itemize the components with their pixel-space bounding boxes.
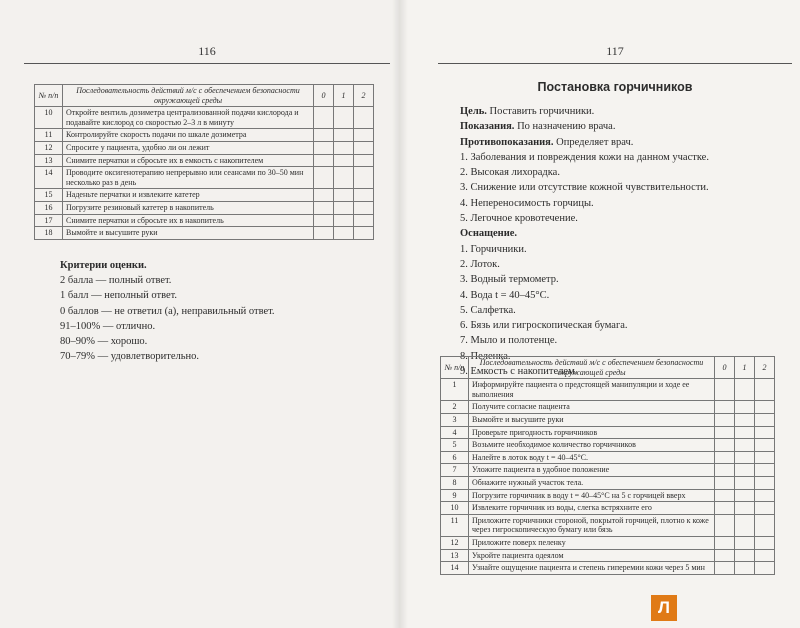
row-number: 11 (35, 129, 63, 142)
row-number: 7 (441, 464, 469, 477)
table-row (441, 476, 775, 489)
evaluation-criteria (60, 258, 275, 364)
score-cell-0 (715, 562, 735, 575)
score-cell-1 (735, 379, 755, 401)
row-action: Приложите горчичники стороной, покрытой горчицей, плотно к коже через гигроскопическую бумагу или бязь (469, 514, 715, 536)
score-cell-1 (334, 129, 354, 142)
row-number: 14 (35, 167, 63, 189)
score-cell-0 (314, 201, 334, 214)
score-cell-0 (715, 476, 735, 489)
table-row (441, 439, 775, 452)
table-row (441, 379, 775, 401)
score-cell-2 (755, 549, 775, 562)
row-number: 18 (35, 227, 63, 240)
score-cell-1 (735, 489, 755, 502)
row-number: 4 (441, 426, 469, 439)
score-cell-2 (755, 476, 775, 489)
row-action: Снимите перчатки и сбросьте их в накопитель (63, 214, 314, 227)
procedure-title: Постановка горчичников (537, 80, 693, 94)
score-cell-0 (314, 154, 334, 167)
score-cell-2 (354, 227, 374, 240)
table-row (441, 489, 775, 502)
score-cell-2 (755, 562, 775, 575)
score-cell-2 (354, 167, 374, 189)
page-number-right: 117 (606, 44, 624, 58)
score-cell-1 (735, 439, 755, 452)
row-action: Узнайте ощущение пациента и степень гиперемии кожи через 5 мин (469, 562, 715, 575)
score-cell-1 (735, 451, 755, 464)
criteria-line: 1 балл — неполный ответ. (60, 290, 178, 302)
contraindication-item: 3. Снижение или отсутствие кожной чувствительности. (460, 182, 709, 194)
row-number: 8 (441, 476, 469, 489)
indications-line: Показания. По назначению врача. (460, 121, 616, 133)
row-number: 16 (35, 201, 63, 214)
table-row (441, 514, 775, 536)
score-cell-0 (314, 141, 334, 154)
steps-table-right (440, 356, 775, 575)
row-action: Извлеките горчичник из воды, слегка встряхните его (469, 502, 715, 515)
score-cell-1 (735, 536, 755, 549)
score-cell-1 (334, 154, 354, 167)
score-cell-0 (715, 464, 735, 477)
equipment-heading: Оснащение. (460, 228, 518, 240)
score-cell-2 (354, 154, 374, 167)
score-cell-0 (314, 227, 334, 240)
row-action: Укройте пациента одеялом (469, 549, 715, 562)
score-cell-1 (735, 502, 755, 515)
score-cell-1 (735, 476, 755, 489)
equipment-item: 5. Салфетка. (460, 304, 516, 316)
procedure-description (460, 104, 795, 379)
row-action: Проверьте пригодность горчичников (469, 426, 715, 439)
score-cell-0 (314, 214, 334, 227)
score-cell-0 (314, 107, 334, 129)
header-score-0: 0 (314, 85, 334, 107)
table-row (441, 413, 775, 426)
publisher-badge: Л (651, 595, 677, 621)
score-cell-0 (715, 536, 735, 549)
equipment-item: 7. Мыло и полотенце. (460, 335, 558, 347)
score-cell-0 (715, 489, 735, 502)
row-action: Погрузите горчичник в воду t = 40–45°С на 5 с горчицей вверх (469, 489, 715, 502)
table-row (441, 401, 775, 414)
contraindication-item: 4. Непереносимость горчицы. (460, 197, 594, 209)
score-cell-1 (735, 514, 755, 536)
header-score-2: 2 (354, 85, 374, 107)
score-cell-1 (334, 167, 354, 189)
row-number: 3 (441, 413, 469, 426)
row-action: Уложите пациента в удобное положение (469, 464, 715, 477)
contraindication-item: 1. Заболевания и повреждения кожи на данном участке. (460, 151, 709, 163)
table-row (35, 227, 374, 240)
score-cell-2 (755, 489, 775, 502)
header-score-1: 1 (735, 357, 755, 379)
score-cell-0 (715, 401, 735, 414)
score-cell-2 (755, 464, 775, 477)
table-row (441, 451, 775, 464)
table-row (35, 214, 374, 227)
score-cell-2 (354, 201, 374, 214)
row-action: Обнажите нужный участок тела. (469, 476, 715, 489)
page-number-left: 116 (198, 44, 216, 58)
row-number: 10 (441, 502, 469, 515)
header-action: Последовательность действий м/с с обеспечением безопасности окружающей среды (469, 357, 715, 379)
row-action: Налейте в лоток воду t = 40–45°С. (469, 451, 715, 464)
table-row (441, 502, 775, 515)
header-num: № п/п (35, 85, 63, 107)
score-cell-0 (314, 167, 334, 189)
table-header-row (35, 85, 374, 107)
equipment-item: 3. Водный термометр. (460, 274, 559, 286)
score-cell-2 (755, 502, 775, 515)
score-cell-0 (314, 189, 334, 202)
criteria-line: 70–79% — удовлетворительно. (60, 351, 200, 363)
row-number: 17 (35, 214, 63, 227)
criteria-line: 80–90% — хорошо. (60, 336, 148, 348)
score-cell-2 (755, 451, 775, 464)
score-cell-1 (334, 189, 354, 202)
header-num: № п/п (441, 357, 469, 379)
table-row (441, 562, 775, 575)
row-action: Вымойте и высушите руки (469, 413, 715, 426)
table-row (35, 189, 374, 202)
equipment-item: 4. Вода t = 40–45°С. (460, 289, 550, 301)
score-cell-1 (735, 426, 755, 439)
score-cell-1 (334, 201, 354, 214)
book-gutter (392, 0, 408, 628)
row-number: 6 (441, 451, 469, 464)
table-row (441, 549, 775, 562)
row-action: Получите согласие пациента (469, 401, 715, 414)
equipment-item: 6. Бязь или гигроскопическая бумага. (460, 320, 628, 332)
table-row (35, 167, 374, 189)
score-cell-2 (354, 129, 374, 142)
score-cell-0 (715, 426, 735, 439)
contraindications-line: Противопоказания. Определяет врач. (460, 136, 634, 148)
row-action: Проводите оксигенотерапию непрерывно или сеансами по 30–50 мин несколько раз в день (63, 167, 314, 189)
row-number: 2 (441, 401, 469, 414)
row-number: 5 (441, 439, 469, 452)
row-number: 12 (35, 141, 63, 154)
row-action: Контролируйте скорость подачи по шкале дозиметра (63, 129, 314, 142)
row-number: 14 (441, 562, 469, 575)
row-action: Вымойте и высушите руки (63, 227, 314, 240)
score-cell-0 (314, 129, 334, 142)
score-cell-1 (334, 214, 354, 227)
score-cell-2 (755, 426, 775, 439)
table-row (441, 426, 775, 439)
score-cell-1 (735, 562, 755, 575)
equipment-item: 9. Емкость с накопителем. (460, 366, 578, 378)
table-row (441, 464, 775, 477)
score-cell-0 (715, 439, 735, 452)
table-row (35, 154, 374, 167)
contraindication-item: 5. Легочное кровотечение. (460, 213, 578, 225)
score-cell-2 (755, 439, 775, 452)
score-cell-1 (735, 464, 755, 477)
score-cell-1 (735, 413, 755, 426)
row-number: 9 (441, 489, 469, 502)
header-score-2: 2 (755, 357, 775, 379)
score-cell-0 (715, 413, 735, 426)
score-cell-2 (354, 107, 374, 129)
row-action: Спросите у пациента, удобно ли он лежит (63, 141, 314, 154)
header-score-0: 0 (715, 357, 735, 379)
score-cell-1 (735, 549, 755, 562)
header-score-1: 1 (334, 85, 354, 107)
row-number: 12 (441, 536, 469, 549)
score-cell-1 (334, 141, 354, 154)
goal-line: Цель. Поставить горчичники. (460, 106, 595, 117)
header-rule-left (24, 63, 390, 64)
table-row (35, 129, 374, 142)
score-cell-2 (354, 141, 374, 154)
score-cell-2 (755, 413, 775, 426)
row-number: 11 (441, 514, 469, 536)
equipment-item: 1. Горчичники. (460, 243, 527, 255)
score-cell-0 (715, 502, 735, 515)
score-cell-2 (755, 536, 775, 549)
score-cell-2 (755, 514, 775, 536)
score-cell-1 (334, 227, 354, 240)
score-cell-2 (755, 401, 775, 414)
score-cell-2 (354, 189, 374, 202)
row-number: 13 (35, 154, 63, 167)
row-number: 13 (441, 549, 469, 562)
table-row (35, 107, 374, 129)
row-action: Откройте вентиль дозиметра централизованной подачи кислорода и подавайте кислород со скоростью 2–3 л в минуту (63, 107, 314, 129)
row-number: 10 (35, 107, 63, 129)
score-cell-0 (715, 451, 735, 464)
header-rule-right (438, 63, 792, 64)
header-action: Последовательность действий м/с с обеспечением безопасности окружающей среды (63, 85, 314, 107)
row-action: Информируйте пациента о предстоящей манипуляции и ходе ее выполнения (469, 379, 715, 401)
row-action: Возьмите необходимое количество горчичников (469, 439, 715, 452)
score-cell-1 (735, 401, 755, 414)
row-action: Наденьте перчатки и извлеките катетер (63, 189, 314, 202)
score-cell-0 (715, 549, 735, 562)
equipment-item: 8. Пеленка. (460, 350, 511, 362)
contraindication-item: 2. Высокая лихорадка. (460, 167, 560, 179)
criteria-line: 2 балла — полный ответ. (60, 275, 172, 287)
table-row (441, 536, 775, 549)
table-row (35, 141, 374, 154)
score-cell-1 (334, 107, 354, 129)
score-cell-2 (354, 214, 374, 227)
row-action: Снимите перчатки и сбросьте их в емкость с накопителем (63, 154, 314, 167)
table-row (35, 201, 374, 214)
row-number: 15 (35, 189, 63, 202)
score-cell-2 (755, 379, 775, 401)
steps-table-left (34, 84, 374, 240)
table-header-row (441, 357, 775, 379)
score-cell-0 (715, 514, 735, 536)
row-action: Погрузите резиновый катетер в накопитель (63, 201, 314, 214)
row-action: Приложите поверх пеленку (469, 536, 715, 549)
score-cell-0 (715, 379, 735, 401)
criteria-line: 0 баллов — не ответил (а), неправильный ответ. (60, 305, 275, 317)
equipment-item: 2. Лоток. (460, 258, 500, 270)
row-number: 1 (441, 379, 469, 401)
criteria-title: Критерии оценки. (60, 260, 147, 271)
criteria-line: 91–100% — отлично. (60, 320, 156, 332)
